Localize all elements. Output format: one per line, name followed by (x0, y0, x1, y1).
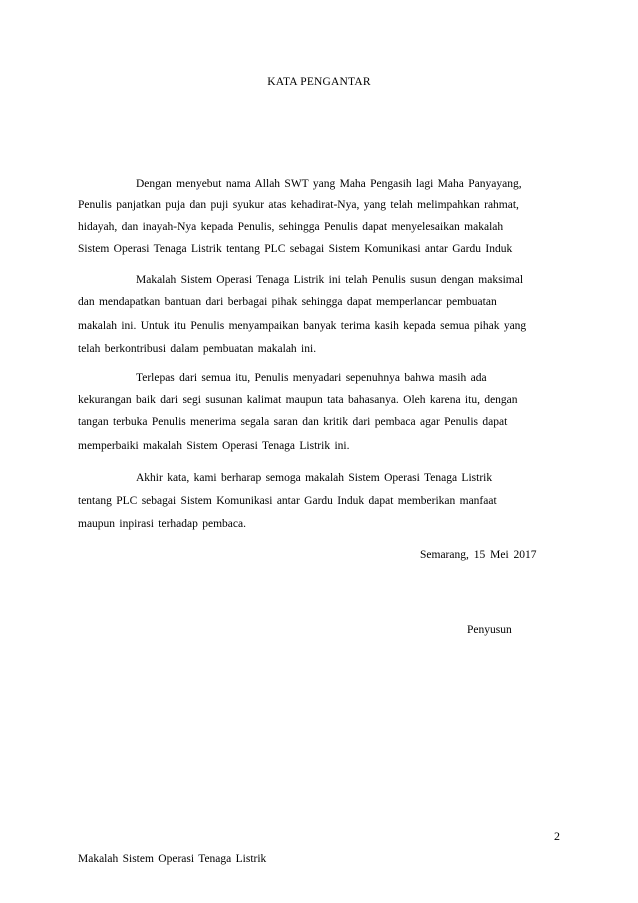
paragraph-2-line-2: dan mendapatkan bantuan dari berbagai pihak sehingga dapat memperlancar pembuatan (78, 296, 497, 308)
paragraph-3-line-3: tangan terbuka Penulis menerima segala saran dan kritik dari pembaca agar Penulis dapat (78, 416, 508, 428)
paragraph-3-line-1: Terlepas dari semua itu, Penulis menyadari sepenuhnya bahwa masih ada (136, 372, 487, 384)
page-title: KATA PENGANTAR (267, 76, 371, 88)
paragraph-1-line-4: Sistem Operasi Tenaga Listrik tentang PLC sebagai Sistem Komunikasi antar Gardu Induk (78, 243, 513, 255)
paragraph-4-line-3: maupun inpirasi terhadap pembaca. (78, 518, 246, 530)
paragraph-4-line-2: tentang PLC sebagai Sistem Komunikasi antar Gardu Induk dapat memberikan manfaat (78, 495, 497, 507)
paragraph-2-line-1: Makalah Sistem Operasi Tenaga Listrik ini telah Penulis susun dengan maksimal (136, 274, 524, 286)
signature: Penyusun (467, 624, 512, 636)
paragraph-3-line-2: kekurangan baik dari segi susunan kalimat maupun tata bahasanya. Oleh karena itu, dengan (78, 394, 518, 406)
paragraph-3-line-4: memperbaiki makalah Sistem Operasi Tenaga Listrik ini. (78, 440, 350, 452)
page-number: 2 (554, 829, 560, 843)
paragraph-1-line-1: Dengan menyebut nama Allah SWT yang Maha Pengasih lagi Maha Panyayang, (136, 178, 522, 190)
page-footer: Makalah Sistem Operasi Tenaga Listrik (78, 853, 267, 865)
paragraph-1-line-3: hidayah, dan inayah-Nya kepada Penulis, sehingga Penulis dapat menyelesaikan makalah (78, 221, 504, 233)
paragraph-1-line-2: Penulis panjatkan puja dan puji syukur atas kehadirat-Nya, yang telah melimpahkan rahmat, (78, 199, 519, 211)
paragraph-2-line-4: telah berkontribusi dalam pembuatan makalah ini. (78, 343, 317, 355)
paragraph-2-line-3: makalah ini. Untuk itu Penulis menyampaikan banyak terima kasih kepada semua pihak yang (78, 320, 527, 332)
date-line: Semarang, 15 Mei 2017 (420, 549, 537, 561)
paragraph-4-line-1: Akhir kata, kami berharap semoga makalah Sistem Operasi Tenaga Listrik (136, 472, 493, 484)
